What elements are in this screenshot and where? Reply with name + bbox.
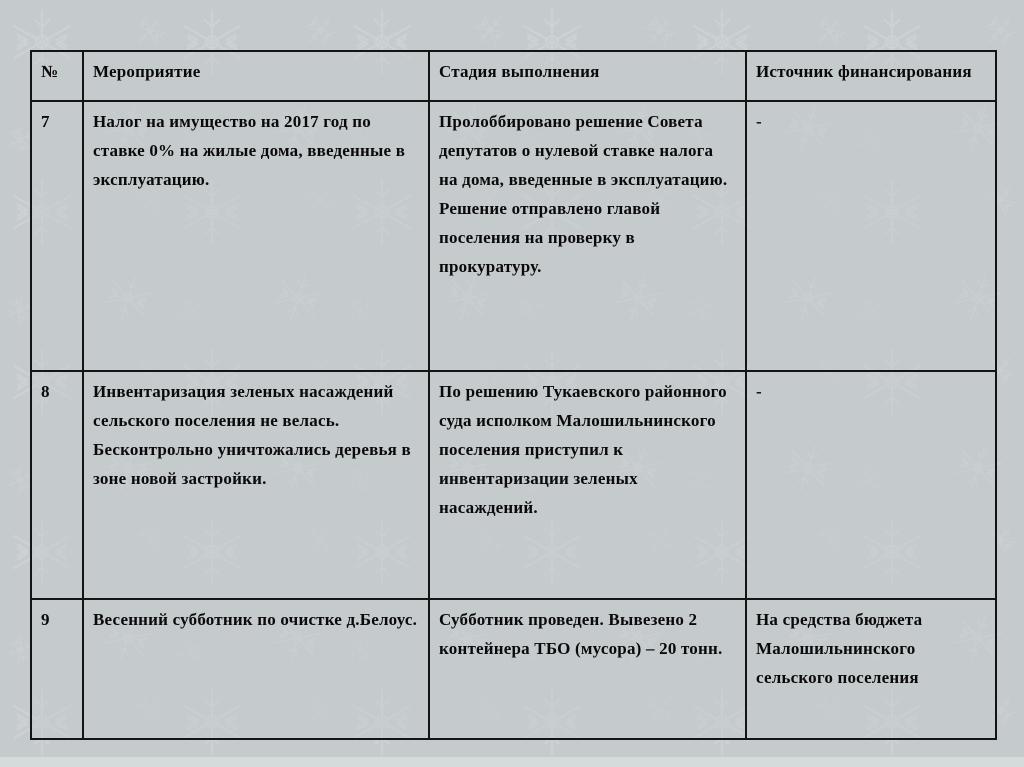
funding-cell: На средства бюджета Малошильнинского сельского поселения [746, 599, 996, 739]
slide-bottom-edge [0, 757, 1024, 767]
table-row [31, 101, 996, 371]
header-stage: Стадия выполнения [429, 51, 746, 101]
header-event: Мероприятие [83, 51, 429, 101]
funding-cell: - [746, 101, 996, 371]
stage-cell: Пролоббировано решение Совета депутатов о нулевой ставке налога на дома, введенные в эксплуатацию. Решение отправлено главой поселения на проверку в прокуратуру. [429, 101, 746, 371]
header-funding: Источник финансирования [746, 51, 996, 101]
stage-cell: По решению Тукаевского районного суда исполком Малошильнинского поселения приступил к инвентаризации зеленых насаждений. [429, 371, 746, 599]
event-cell: Инвентаризация зеленых насаждений сельского поселения не велась. Бесконтрольно уничтожались деревья в зоне новой застройки. [83, 371, 429, 599]
table-row [31, 371, 996, 599]
measures-table [30, 50, 997, 740]
row-number: 7 [31, 101, 83, 371]
row-number: 8 [31, 371, 83, 599]
event-cell: Налог на имущество на 2017 год по ставке 0% на жилые дома, введенные в эксплуатацию. [83, 101, 429, 371]
event-cell: Весенний субботник по очистке д.Белоус. [83, 599, 429, 739]
funding-cell: - [746, 371, 996, 599]
row-number: 9 [31, 599, 83, 739]
stage-cell: Субботник проведен. Вывезено 2 контейнера ТБО (мусора) – 20 тонн. [429, 599, 746, 739]
table-header-row [31, 51, 996, 101]
header-number: № [31, 51, 83, 101]
table-row [31, 599, 996, 739]
